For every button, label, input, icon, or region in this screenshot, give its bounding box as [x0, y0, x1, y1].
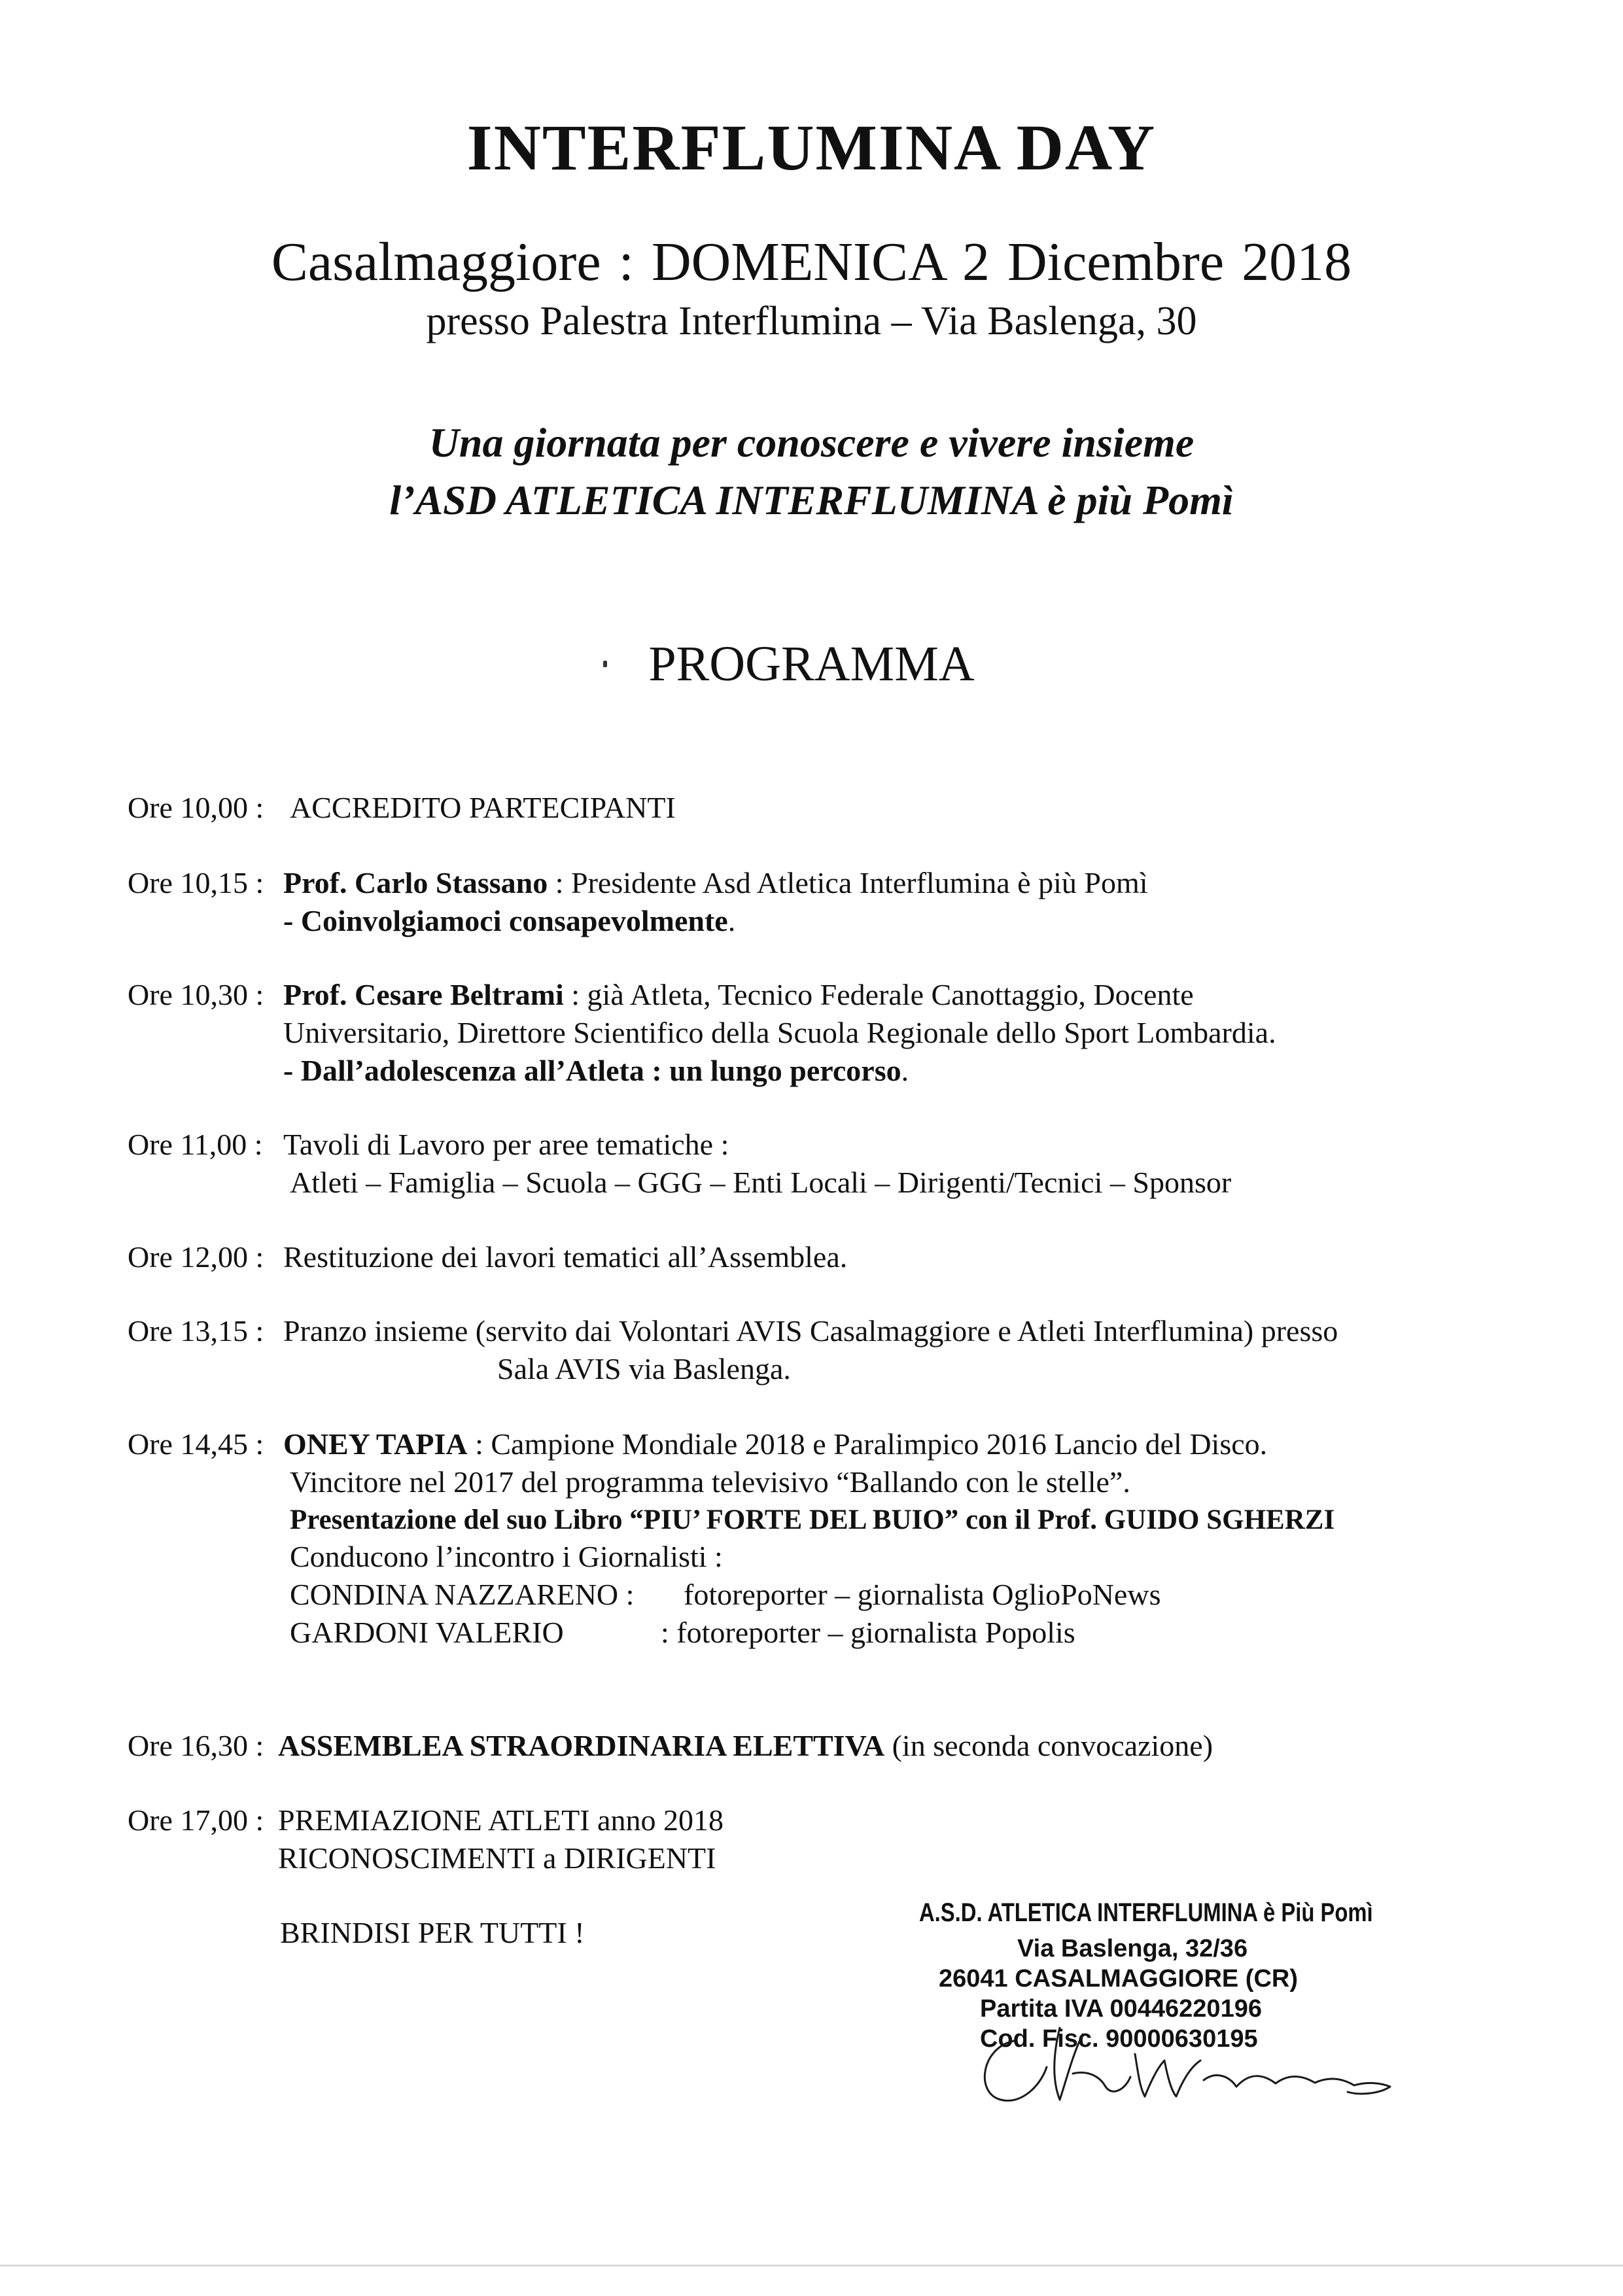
- speaker-name: Prof. Carlo Stassano: [283, 866, 548, 899]
- speaker-role: : già Atleta, Tecnico Federale Canottaggio, Docente: [563, 978, 1194, 1011]
- schedule-time: Ore 10,00 :: [128, 791, 264, 824]
- schedule-time: Ore 12,00 :: [128, 1240, 264, 1274]
- talk-title-end: .: [901, 1054, 909, 1087]
- book-presentation: Presentazione del suo Libro “PIU’ FORTE DEL BUIO” con il Prof. GUIDO SGHERZI: [290, 1505, 1335, 1535]
- tagline-line-1: Una giornata per conoscere e vivere insieme: [428, 419, 1195, 466]
- speaker-role: : Campione Mondiale 2018 e Paralimpico 2016 Lancio del Disco.: [467, 1427, 1268, 1461]
- stamp-org-name: A.S.D. ATLETICA INTERFLUMINA è Più Pomì: [919, 1898, 1373, 1927]
- schedule-text: Pranzo insieme (servito dai Volontari AVIS Casalmaggiore e Atleti Interflumina) presso: [283, 1314, 1338, 1348]
- speaker-name: Prof. Cesare Beltrami: [283, 978, 564, 1011]
- hosts-intro: Conducono l’incontro i Giornalisti :: [290, 1540, 723, 1573]
- schedule-text-cont: Atleti – Famiglia – Scuola – GGG – Enti Locali – Dirigenti/Tecnici – Sponsor: [290, 1166, 1232, 1199]
- schedule-text: ACCREDITO PARTECIPANTI: [290, 791, 676, 824]
- schedule-time: Ore 10,15 :: [128, 866, 264, 899]
- schedule-text: Restituzione dei lavori tematici all’Assemblea.: [283, 1240, 848, 1274]
- document-title: INTERFLUMINA DAY: [466, 111, 1157, 184]
- closing-toast: BRINDISI PER TUTTI !: [280, 1916, 585, 1949]
- schedule-text-cont: RICONOSCIMENTI a DIRIGENTI: [278, 1841, 716, 1875]
- schedule-text: [283, 976, 1194, 1014]
- talk-title: - Dall’adolescenza all’Atleta : un lungo percorso: [283, 1054, 901, 1087]
- speaker-role-cont: Universitario, Direttore Scientifico della Scuola Regionale dello Sport Lombardia.: [283, 1016, 1276, 1049]
- stamp-vat: Partita IVA 00446220196: [980, 1995, 1262, 2023]
- program-heading: PROGRAMMA: [648, 636, 975, 691]
- event-date-location: Casalmaggiore : DOMENICA 2 Dicembre 2018: [271, 232, 1352, 292]
- speaker-role-cont: Vincitore nel 2017 del programma televisivo “Ballando con le stelle”.: [290, 1465, 1130, 1499]
- tagline-line-2: l’ASD ATLETICA INTERFLUMINA è più Pomì: [389, 477, 1234, 523]
- host-1-name: CONDINA NAZZARENO :: [290, 1578, 635, 1611]
- talk-title: - Coinvolgiamoci consapevolmente: [283, 904, 728, 937]
- schedule-time: Ore 10,30 :: [128, 978, 264, 1011]
- schedule-time: Ore 13,15 :: [128, 1314, 264, 1348]
- host-1-role: fotoreporter – giornalista OglioPoNews: [684, 1578, 1161, 1611]
- page-bottom-edge: [0, 2265, 1623, 2267]
- speaker-name: ONEY TAPIA: [283, 1427, 468, 1461]
- schedule-time: Ore 11,00 :: [128, 1128, 263, 1161]
- schedule-text: [283, 864, 1148, 902]
- talk-title-line: [283, 902, 735, 940]
- stamp-city: 26041 CASALMAGGIORE (CR): [939, 1965, 1298, 1992]
- stamp-tax-code: Cod. Fisc. 90000630195: [980, 2025, 1258, 2053]
- speaker-role: : Presidente Asd Atletica Interflumina è più Pomì: [548, 866, 1148, 899]
- schedule-text-cont: Sala AVIS via Baslenga.: [497, 1352, 791, 1385]
- schedule-text: Tavoli di Lavoro per aree tematiche :: [283, 1128, 729, 1161]
- stamp-address: Via Baslenga, 32/36: [1017, 1935, 1248, 1962]
- schedule-time: Ore 16,30 :: [128, 1729, 264, 1762]
- host-2-name: GARDONI VALERIO: [290, 1616, 564, 1649]
- assembly-note: (in seconda convocazione): [884, 1729, 1213, 1762]
- talk-title-line: [283, 1052, 909, 1090]
- assembly-title: ASSEMBLEA STRAORDINARIA ELETTIVA: [278, 1729, 885, 1762]
- schedule-text: [278, 1727, 1213, 1765]
- event-venue: presso Palestra Interflumina – Via Baslenga, 30: [426, 299, 1197, 343]
- schedule-time: Ore 17,00 :: [128, 1803, 264, 1837]
- schedule-text: [283, 1425, 1267, 1463]
- schedule-time: Ore 14,45 :: [128, 1427, 264, 1461]
- schedule-text: PREMIAZIONE ATLETI anno 2018: [278, 1803, 724, 1837]
- host-2-role: : fotoreporter – giornalista Popolis: [661, 1616, 1075, 1649]
- talk-title-end: .: [727, 904, 736, 937]
- handwritten-signature: [968, 2015, 1400, 2113]
